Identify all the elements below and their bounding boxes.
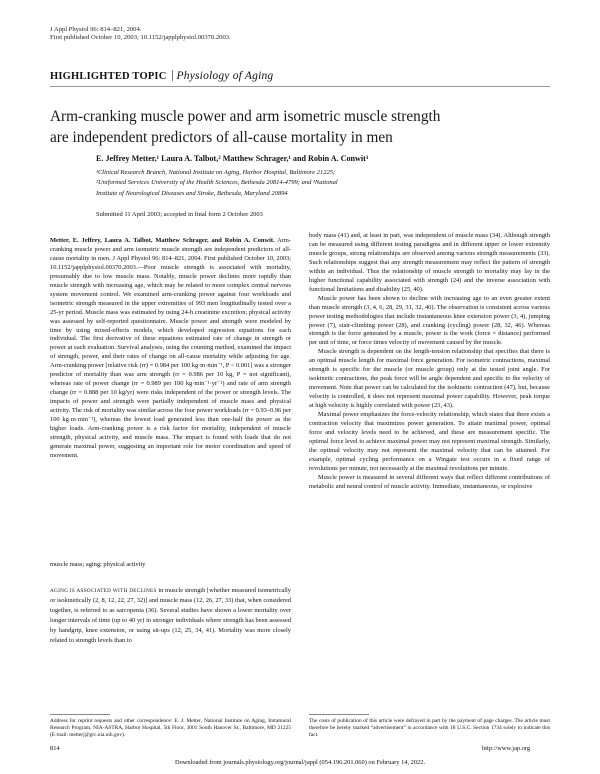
footnote-rule-left [50,714,110,715]
intro-body: in muscle strength [whether measured isometrically or isokinetically (2, 8, 12, 22, 27, 32)] and muscle mass (12, 26, 27, 33) that, when considered together, is referred to as sarcopenia (36). Several studies have shown a lower mortality over longer intervals of time (up to 40 yr) in stronger individuals where strength has been assessed by handgrip, knee extension, or using sit-ups (12, 25, 34, 41). Mortality was more closely related to strength levels than to [50,587,291,645]
citation-header [50,26,231,42]
topic-rule [50,86,550,87]
correspondence-footnote: Address for reprint requests and other correspondence: E. J. Metter, National Institute on Aging, Intramural Research Program, NIA-ASTRA, Harbor Hospital, 5th Floor, 3001 South Hanover St., Baltimore, MD 21225 (E-mail: metterj@grc.nia.nih.gov). [50,718,291,738]
paragraph: body mass (41) and, at least in part, was independent of muscle mass (34). Although strength can be measured using different testing paradigms and in different upper or lower extremity muscle groups, strong relationships are observed among various strength measurements (33). Such relationships suggest that any strength measurement may reflect the pattern of strength within an individual. Thus the relationship of muscle strength to mortality may lay in the higher functional capability associated with strength (24) and the inverse association with functional limitations and disability (25, 40). [309,232,550,293]
introduction-text [50,586,291,647]
citation-line-1: J Appl Physiol 96: 814–821, 2004. [50,26,142,33]
affiliation-line-1: ¹Clinical Research Branch, National Institute on Aging, Harbor Hospital, Baltimore 21225; [96,169,336,176]
title-line-1: Arm-cranking muscle power and arm isometric muscle strength [50,108,441,125]
paragraph: Muscle strength is dependent on the length-tension relationship that specifies that there is an optimal muscle length for maximal force generation. For isometric contractions, maximal strength is specific for the muscle (or muscle group) only at the tested joint angle. For isokinetic contractions, the peak force will be angle dependent and specific to the velocity of movement. Note that power can be calculated for the isokinetic contraction (47), but, because velocity is controlled, it does not represent maximal power capability. However, peak torque at high velocity is highly correlated with power (23, 43). [309,348,550,410]
intro-smallcaps: AGING IS ASSOCIATED WITH DECLINES [50,588,157,594]
abstract-lead: Metter, E. Jeffrey, Laura A. Talbot, Matthew Schrager, and Robin A. Conwit. [50,237,275,244]
paragraph: Maximal power emphasizes the force-velocity relationship, which states that there exists a contraction velocity that maximizes power generation. To attain maximal power, optimal force and velocity levels need to be achieved, and these are measurement specific. The optimal force level to achieve maximal power may not represent maximal strength. Similarly, the optimal velocity may not represent the maximal velocity that can be attained. For example, optimal cycling performance on a Wingate test occurs in a fixed range of revolutions per minute, not necessarily at the maximal revolutions per minute. [309,411,550,472]
citation-line-2: First published October 10, 2003; 10.1152/japplphysiol.00370.2003. [50,34,231,41]
paragraph: Muscle power has been shown to decline with increasing age to an even greater extent than muscle strength (3, 4, 6, 28, 29, 31, 32, 46). The observation is consistent across various power testing methodologies that include instantaneous knee extension power (3, 4), jumping power (7), stair-climbing power (28), and cranking (cycling) power (28, 32, 46). Whereas strength is the force generated by a muscle, power is the work (force × distance) performed per unit of time, or force times velocity of movement caused by the muscle. [309,294,550,347]
title-line-2: are independent predictors of all-cause mortality in men [50,128,393,146]
footnote-rule-right [309,714,369,715]
topic-label: HIGHLIGHTED TOPIC [50,71,167,82]
paragraph: Muscle power is measured in several different ways that reflect different contributions of metabolic and neural control of muscle activity. Immediate, instantaneous, or explosive [309,473,550,490]
topic-subtitle: Physiology of Aging [176,70,274,82]
highlighted-topic [50,70,273,82]
keywords: muscle mass; aging; physical activity [50,561,146,568]
affiliations [96,168,516,199]
journal-url[interactable]: http://www.jap.org [482,745,531,752]
author-list: E. Jeffrey Metter,¹ Laura A. Talbot,² Matthew Schrager,¹ and Robin A. Conwit³ [96,154,369,163]
topic-divider [172,70,173,81]
article-title [50,107,550,148]
affiliation-line-2: ²Uniformed Services University of the Health Sciences, Bethesda 20814-4799; and ³National [96,179,338,187]
download-notice: Downloaded from journals.physiology.org/journal/jappl (054.196.201.060) on February 14, 2022. [174,759,426,766]
page-number: 814 [50,745,60,752]
abstract [50,237,291,461]
right-column [309,232,550,492]
abstract-body: Arm-cranking muscle power and arm isometric muscle strength are independent predictors of all-cause mortality in men. J Appl Physiol 96: 814–821, 2004. First published October 10, 2003; 10.1152/japplphysiol.00370.2003.—Poor muscle strength is associated with mortality, presumably due to low muscle mass. Notably, muscle power declines more rapidly than muscle strength with increasing age, which may be related to more complex central nervous system movement control. We examined arm-cranking power against four workloads and isometric strength measured in the upper extremities of 993 men longitudinally tested over a 25-yr period. Muscle mass was estimated by using 24-h creatinine excretion; physical activity was assessed by self-reported questionnaire. Muscle power and strength were modeled by time by using mixed-effects models, which developed regression equations for each individual. The first derivative of these equations estimated rate of change in strength or power at each evaluation. Survival analyses, using the counting method, examined the impact of strength, power, and their rates of change on all-cause mortality while adjusting for age. Arm-cranking power [relative risk (rr) = 0.984 per 100 kg·m·min⁻¹, P < 0.001] was a stronger predictor of mortality than was arm strength (rr = 0.986 per 10 kg, P = not significant), whereas rate of power change (rr = 0.989 per 100 kg·min⁻¹·yr⁻¹) and rate of arm strength change (rr = 0.888 per 10 kg/yr) were risks independent of the power or strength levels. The impacts of power and strength were partially independent of muscle mass and physical activity. The risk of mortality was similar across the four power workloads (rr = 0.93–0.96 per 100 kg·m·min⁻¹), whereas the lowest load generated less than one-half the power as the higher loads. Arm-cranking power is a risk factor for mortality, independent of muscle strength, physical activity, and muscle mass. The impact is found with loads that do not generate maximal power, suggesting an important role for motor coordination and speed of movement. [50,237,291,459]
publication-cost-footnote: The costs of publication of this article were defrayed in part by the payment of page charges. The article must therefore be hereby marked “advertisement” in accordance with 18 U.S.C. Section 1734 solely to indicate this fact. [309,718,550,738]
affiliation-line-3: Institute of Neurological Diseases and Stroke, Bethesda, Maryland 20894 [96,189,288,197]
submission-dates: Submitted 11 April 2003; accepted in final form 2 October 2003 [96,211,263,218]
